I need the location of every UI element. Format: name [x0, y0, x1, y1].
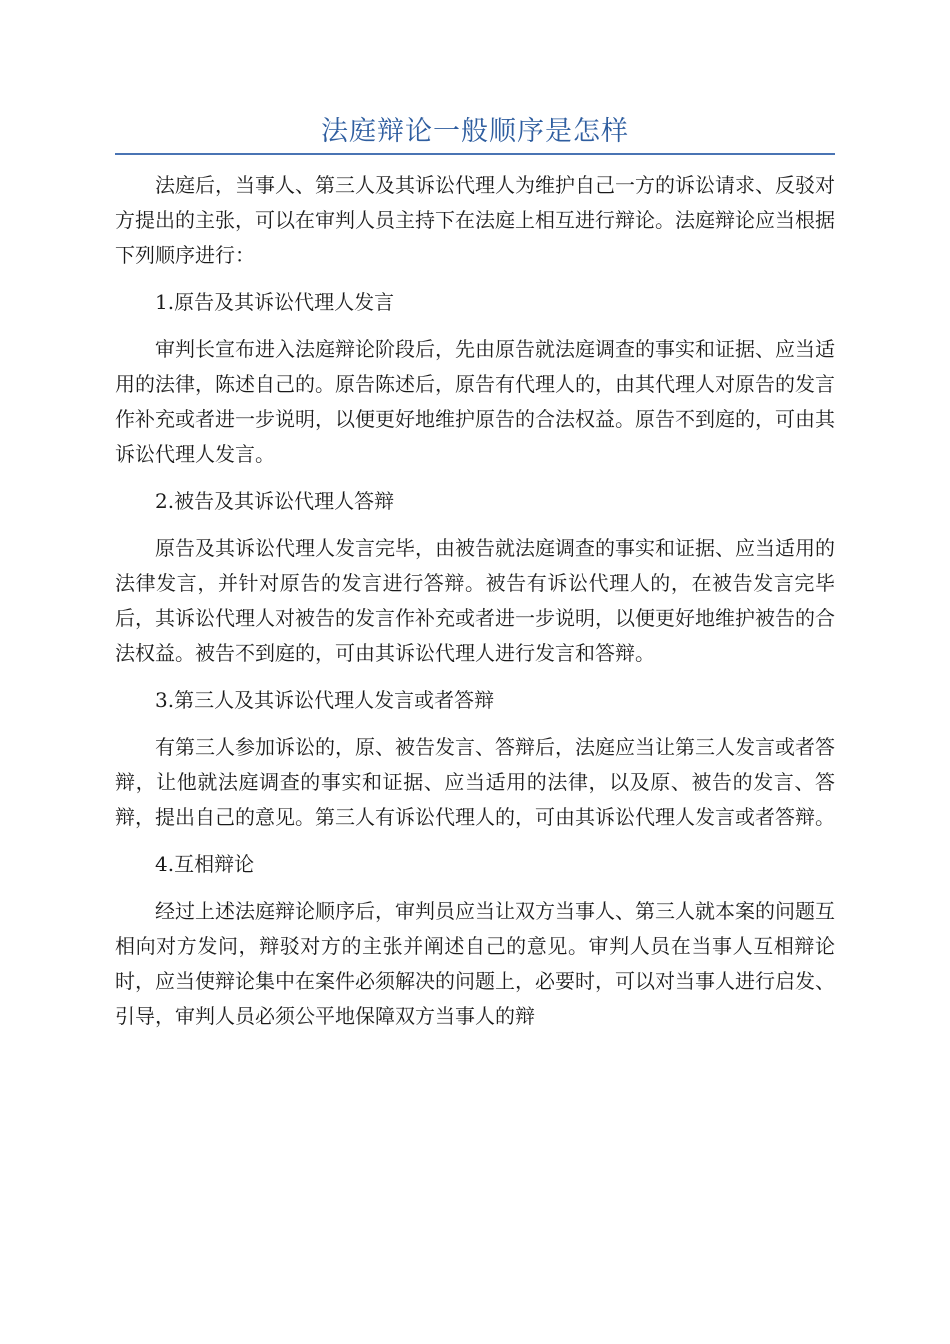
section-paragraph-1: 审判长宣布进入法庭辩论阶段后，先由原告就法庭调查的事实和证据、应当适用的法律，陈述自己的。原告陈述后，原告有代理人的，由其代理人对原告的发言作补充或者进一步说明，以便更好地维护原告的合法权益。原告不到庭的，可由其诉讼代理人发言。	[115, 337, 835, 466]
document-title: 法庭辩论一般顺序是怎样	[321, 116, 629, 147]
section-paragraph-3: 有第三人参加诉讼的，原、被告发言、答辩后，法庭应当让第三人发言或者答辩，让他就法庭调查的事实和证据、应当适用的法律，以及原、被告的发言、答辩，提出自己的意见。第三人有诉讼代理人的，可由其诉讼代理人发言或者答辩。	[115, 735, 835, 829]
intro-paragraph: 法庭后，当事人、第三人及其诉讼代理人为维护自己一方的诉讼请求、反驳对方提出的主张，可以在审判人员主持下在法庭上相互进行辩论。法庭辩论应当根据下列顺序进行：	[115, 173, 835, 267]
document-body	[115, 168, 835, 1046]
title-underline	[115, 153, 835, 155]
section-heading-2: 2.被告及其诉讼代理人答辩	[155, 489, 395, 513]
section-heading-3: 3.第三人及其诉讼代理人发言或者答辩	[155, 688, 495, 712]
section-paragraph-4: 经过上述法庭辩论顺序后，审判员应当让双方当事人、第三人就本案的问题互相向对方发问，辩驳对方的主张并阐述自己的意见。审判人员在当事人互相辩论时，应当使辩论集中在案件必须解决的问题上，必要时，可以对当事人进行启发、引导，审判人员必须公平地保障双方当事人的辩	[115, 899, 835, 1028]
section-heading-4: 4.互相辩论	[155, 852, 255, 876]
section-paragraph-2: 原告及其诉讼代理人发言完毕，由被告就法庭调查的事实和证据、应当适用的法律发言，并针对原告的发言进行答辩。被告有诉讼代理人的，在被告发言完毕后，其诉讼代理人对被告的发言作补充或者进一步说明，以便更好地维护被告的合法权益。被告不到庭的，可由其诉讼代理人进行发言和答辩。	[115, 536, 835, 665]
section-heading-1: 1.原告及其诉讼代理人发言	[155, 290, 395, 314]
